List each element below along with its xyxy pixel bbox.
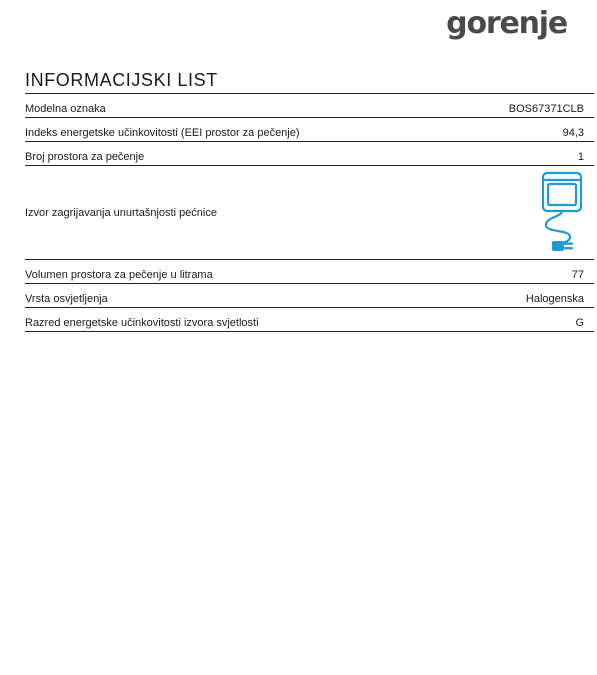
table-row-volume — [25, 260, 594, 284]
row-label: Broj prostora za pečenje — [25, 151, 145, 163]
table-row-model — [25, 94, 594, 118]
table-row-heat-source — [25, 166, 594, 260]
table-row-eei — [25, 118, 594, 142]
info-table — [25, 93, 594, 332]
table-row-light-class — [25, 308, 594, 332]
row-label: Izvor zagrijavanja unurtašnjosti pećnice — [25, 206, 217, 219]
row-value-icon — [540, 171, 584, 255]
row-label: Modelna oznaka — [25, 103, 106, 115]
row-value: 77 — [571, 269, 584, 281]
table-row-lighting — [25, 284, 594, 308]
row-label: Volumen prostora za pečenje u litrama — [25, 269, 213, 281]
row-label: Indeks energetske učinkovitosti (EEI prostor za pečenje) — [25, 127, 300, 139]
row-label: Razred energetske učinkovitosti izvora svjetlosti — [25, 317, 259, 329]
table-row-cavities — [25, 142, 594, 166]
row-value: 1 — [577, 151, 584, 163]
row-label: Vrsta osvjetljenja — [25, 293, 108, 305]
page-title: INFORMACIJSKI LIST — [25, 70, 218, 90]
row-value: Halogenska — [525, 293, 584, 305]
row-value: G — [575, 317, 584, 329]
brand-logo: gorenje — [446, 6, 567, 41]
row-value: 94,3 — [562, 127, 584, 139]
row-value: BOS67371CLB — [508, 103, 584, 115]
electric-oven-icon — [540, 171, 584, 255]
